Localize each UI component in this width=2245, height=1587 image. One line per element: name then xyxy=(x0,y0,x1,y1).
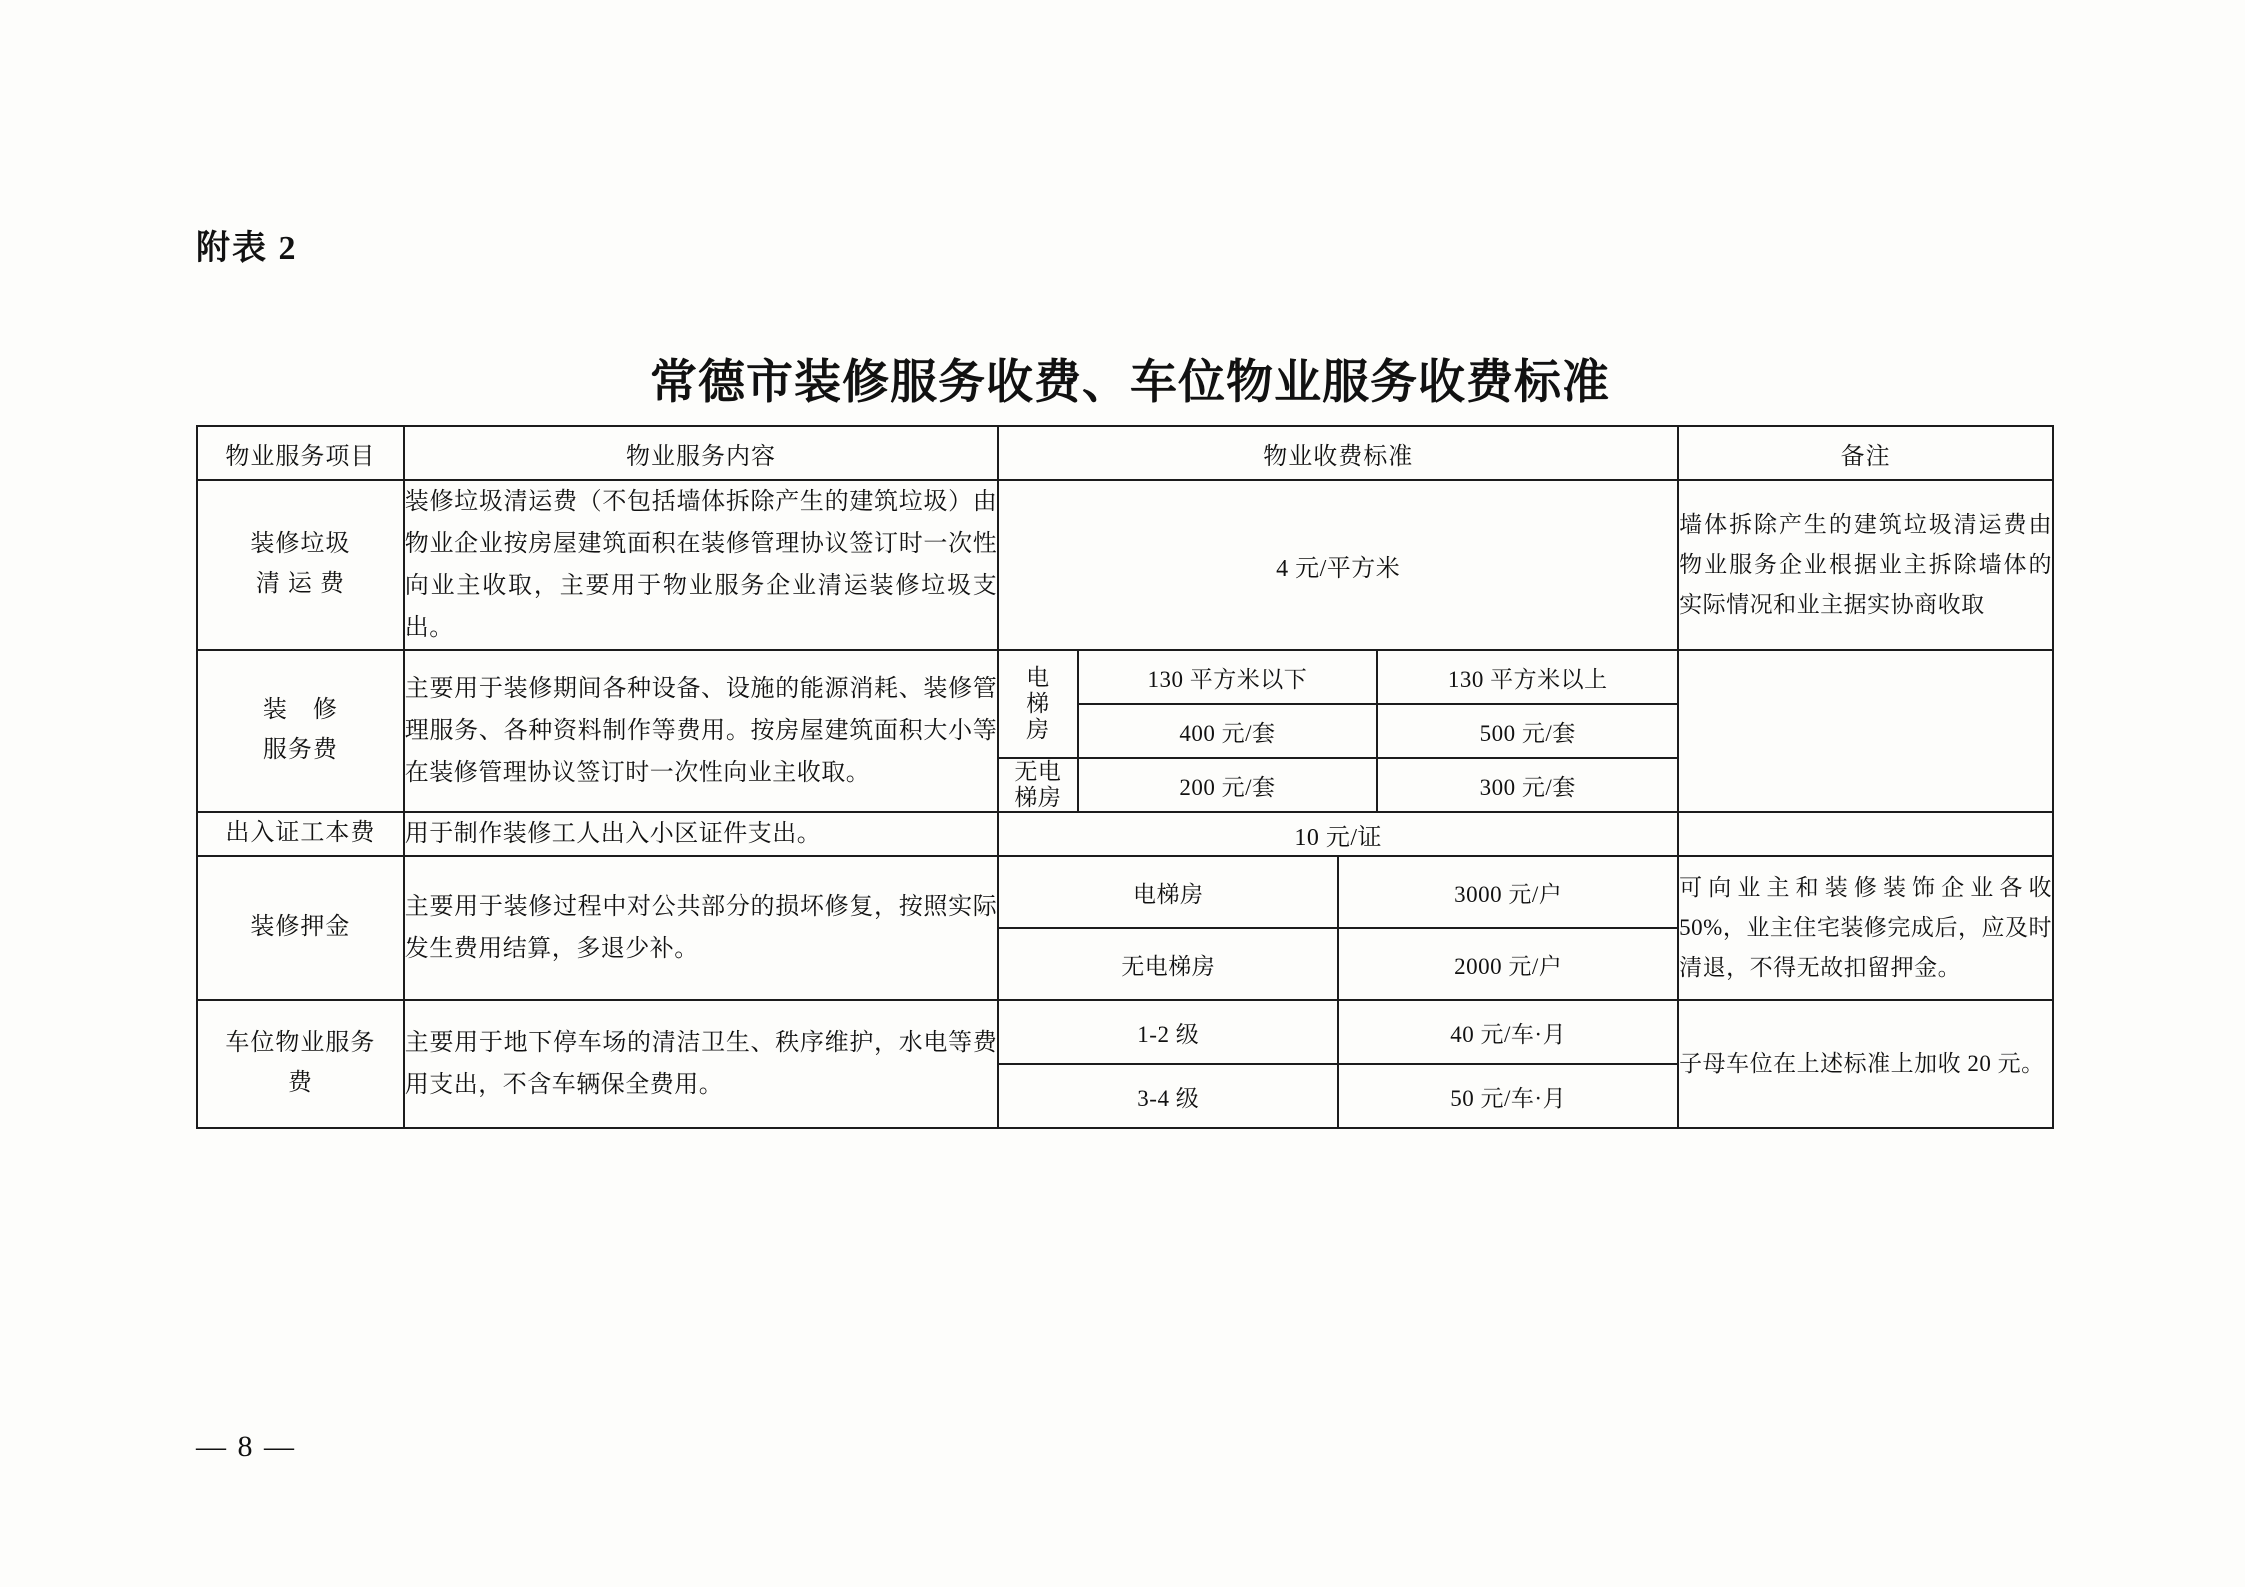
row-content: 主要用于地下停车场的清洁卫生、秩序维护，水电等费用支出，不含车辆保全费用。 xyxy=(404,1000,999,1128)
header-remark: 备注 xyxy=(1678,426,2053,480)
page-number: — 8 — xyxy=(196,1430,296,1463)
row-standard: 4 元/平方米 xyxy=(998,480,1678,650)
page-title: 常德市装修服务收费、车位物业服务收费标准 xyxy=(650,355,1610,410)
header-content: 物业服务内容 xyxy=(404,426,999,480)
matrix-header-row xyxy=(999,651,1677,704)
row-remark xyxy=(1678,812,2053,856)
item-label-line1: 装 修 xyxy=(262,697,338,724)
row-remark: 墙体拆除产生的建筑垃圾清运费由物业服务企业根据业主拆除墙体的实际情况和业主据实协商收取 xyxy=(1678,480,2053,650)
row-standard: 10 元/证 xyxy=(998,812,1678,856)
item-label-line2: 费 xyxy=(287,1070,313,1096)
table-row xyxy=(197,480,2053,650)
deposit-value-no-elevator: 2000 元/户 xyxy=(1338,928,1677,999)
deposit-standard-table xyxy=(999,857,1677,999)
header-standard: 物业收费标准 xyxy=(998,426,1678,480)
matrix-value-elevator-under130: 400 元/套 xyxy=(1078,704,1378,758)
parking-value-level34: 50 元/车·月 xyxy=(1338,1064,1677,1127)
matrix-value-noelevator-over130: 300 元/套 xyxy=(1377,758,1677,811)
deposit-label-elevator: 电梯房 xyxy=(999,857,1338,928)
table-row xyxy=(197,1000,2053,1128)
matrix-row-elevator xyxy=(999,704,1677,758)
table-header-row xyxy=(197,426,2053,480)
attachment-label: 附表 2 xyxy=(196,230,298,267)
header-item: 物业服务项目 xyxy=(197,426,404,480)
row-standard-matrix xyxy=(998,1000,1678,1128)
matrix-row-label-no-elevator: 无电 梯房 xyxy=(999,758,1077,811)
row-content: 主要用于装修过程中对公共部分的损坏修复，按照实际发生费用结算，多退少补。 xyxy=(404,856,999,1000)
deposit-value-elevator: 3000 元/户 xyxy=(1338,857,1677,928)
parking-label-level34: 3-4 级 xyxy=(999,1064,1338,1127)
item-label-line1: 车位物业服务 xyxy=(225,1030,376,1057)
parking-row-level12 xyxy=(999,1001,1677,1064)
row-remark: 可向业主和装修装饰企业各收 50%，业主住宅装修完成后，应及时清退，不得无故扣留押金。 xyxy=(1678,856,2053,1000)
fee-standard-table xyxy=(196,425,2054,1129)
row-standard-matrix xyxy=(998,856,1678,1000)
table-row xyxy=(197,856,2053,1000)
row-standard-matrix xyxy=(998,650,1678,812)
row-item-decoration-deposit: 装修押金 xyxy=(197,856,404,1000)
row-content: 主要用于装修期间各种设备、设施的能源消耗、装修管理服务、各种资料制作等费用。按房屋建筑面积大小等在装修管理协议签订时一次性向业主收取。 xyxy=(404,650,999,812)
matrix-col-header-under130: 130 平方米以下 xyxy=(1078,651,1378,704)
table-row xyxy=(197,650,2053,812)
row-content: 用于制作装修工人出入小区证件支出。 xyxy=(404,812,999,856)
deposit-row-no-elevator xyxy=(999,928,1677,999)
table-row xyxy=(197,812,2053,856)
matrix-row-no-elevator xyxy=(999,758,1677,811)
parking-value-level12: 40 元/车·月 xyxy=(1338,1001,1677,1064)
item-label-line2: 清 运 费 xyxy=(255,571,345,597)
matrix-col-header-over130: 130 平方米以上 xyxy=(1377,651,1677,704)
row-content: 装修垃圾清运费（不包括墙体拆除产生的建筑垃圾）由物业企业按房屋建筑面积在装修管理协议签订时一次性向业主收取，主要用于物业服务企业清运装修垃圾支出。 xyxy=(404,480,999,650)
matrix-row-label-elevator: 电 梯 房 xyxy=(999,651,1077,758)
deposit-label-no-elevator: 无电梯房 xyxy=(999,928,1338,999)
parking-standard-table xyxy=(999,1001,1677,1127)
row-item-decoration-waste xyxy=(197,480,404,650)
row-remark xyxy=(1678,650,2053,812)
matrix-value-elevator-over130: 500 元/套 xyxy=(1377,704,1677,758)
standard-matrix-table xyxy=(999,651,1677,811)
deposit-row-elevator xyxy=(999,857,1677,928)
parking-row-level34 xyxy=(999,1064,1677,1127)
row-remark: 子母车位在上述标准上加收 20 元。 xyxy=(1678,1000,2053,1128)
item-label-line2: 服务费 xyxy=(262,737,338,763)
matrix-value-noelevator-under130: 200 元/套 xyxy=(1078,758,1378,811)
parking-label-level12: 1-2 级 xyxy=(999,1001,1338,1064)
row-item-parking-service-fee xyxy=(197,1000,404,1128)
row-item-pass-card-fee: 出入证工本费 xyxy=(197,812,404,856)
item-label-line1: 装修垃圾 xyxy=(250,531,351,558)
row-item-decoration-service xyxy=(197,650,404,812)
